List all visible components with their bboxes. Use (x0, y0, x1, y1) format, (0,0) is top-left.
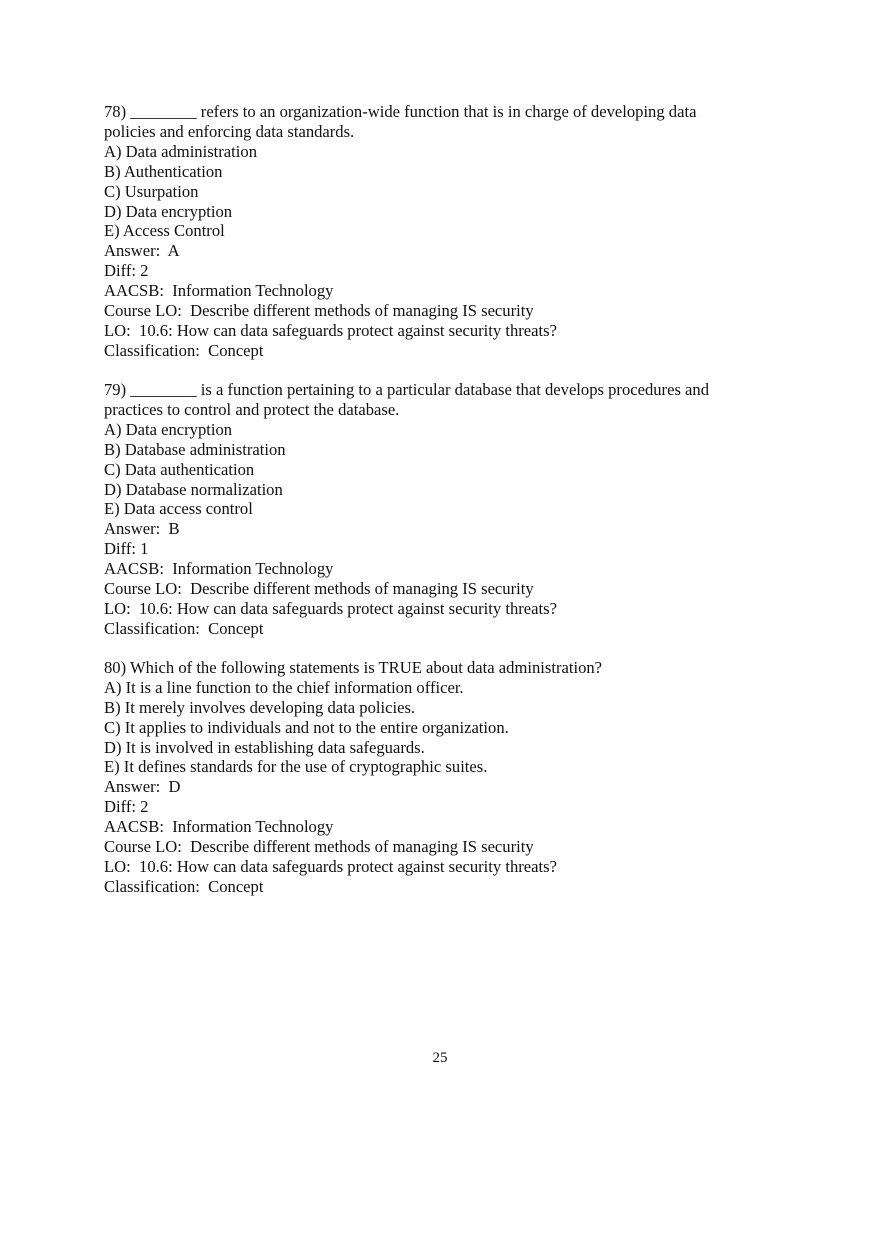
question-78 (104, 102, 764, 361)
question-stem-line: policies and enforcing data standards. (104, 121, 355, 141)
option-a: A) Data administration (104, 141, 257, 161)
option-b: B) Database administration (104, 439, 286, 459)
option-b: B) Authentication (104, 161, 223, 181)
aacsb: AACSB: Information Technology (104, 817, 334, 837)
question-79 (104, 380, 764, 639)
question-stem-line: practices to control and protect the database. (104, 399, 400, 419)
learning-objective: LO: 10.6: How can data safeguards protect against security threats? (104, 598, 557, 618)
learning-objective: LO: 10.6: How can data safeguards protect against security threats? (104, 320, 557, 340)
option-c: C) It applies to individuals and not to the entire organization. (104, 717, 509, 737)
option-e: E) Data access control (104, 499, 253, 519)
classification: Classification: Concept (104, 876, 264, 896)
course-lo: Course LO: Describe different methods of managing IS security (104, 579, 534, 599)
classification: Classification: Concept (104, 618, 264, 638)
question-list (104, 102, 764, 916)
aacsb: AACSB: Information Technology (104, 559, 334, 579)
classification: Classification: Concept (104, 340, 264, 360)
question-80 (104, 658, 764, 897)
answer: Answer: A (104, 241, 180, 261)
option-c: C) Usurpation (104, 181, 199, 201)
learning-objective: LO: 10.6: How can data safeguards protect against security threats? (104, 857, 557, 876)
aacsb: AACSB: Information Technology (104, 281, 334, 301)
option-d: D) Data encryption (104, 201, 233, 221)
option-b: B) It merely involves developing data policies. (104, 697, 416, 717)
answer: Answer: B (104, 519, 180, 539)
difficulty: Diff: 2 (104, 797, 149, 817)
course-lo: Course LO: Describe different methods of managing IS security (104, 837, 534, 857)
option-c: C) Data authentication (104, 459, 255, 479)
option-a: A) Data encryption (104, 419, 233, 439)
course-lo: Course LO: Describe different methods of managing IS security (104, 301, 534, 321)
difficulty: Diff: 2 (104, 261, 149, 281)
answer: Answer: D (104, 777, 181, 797)
option-d: D) Database normalization (104, 479, 283, 499)
option-d: D) It is involved in establishing data safeguards. (104, 737, 425, 757)
option-e: E) It defines standards for the use of cryptographic suites. (104, 757, 488, 777)
difficulty: Diff: 1 (104, 539, 149, 559)
question-stem-line: 78) ________ refers to an organization-wide function that is in charge of developing data (104, 102, 697, 121)
question-stem-line: 79) ________ is a function pertaining to a particular database that develops procedures and (104, 379, 710, 399)
page-number: 25 (432, 1050, 448, 1066)
option-a: A) It is a line function to the chief information officer. (104, 677, 464, 697)
question-stem-line: 80) Which of the following statements is TRUE about data administration? (104, 657, 603, 677)
option-e: E) Access Control (104, 221, 225, 241)
